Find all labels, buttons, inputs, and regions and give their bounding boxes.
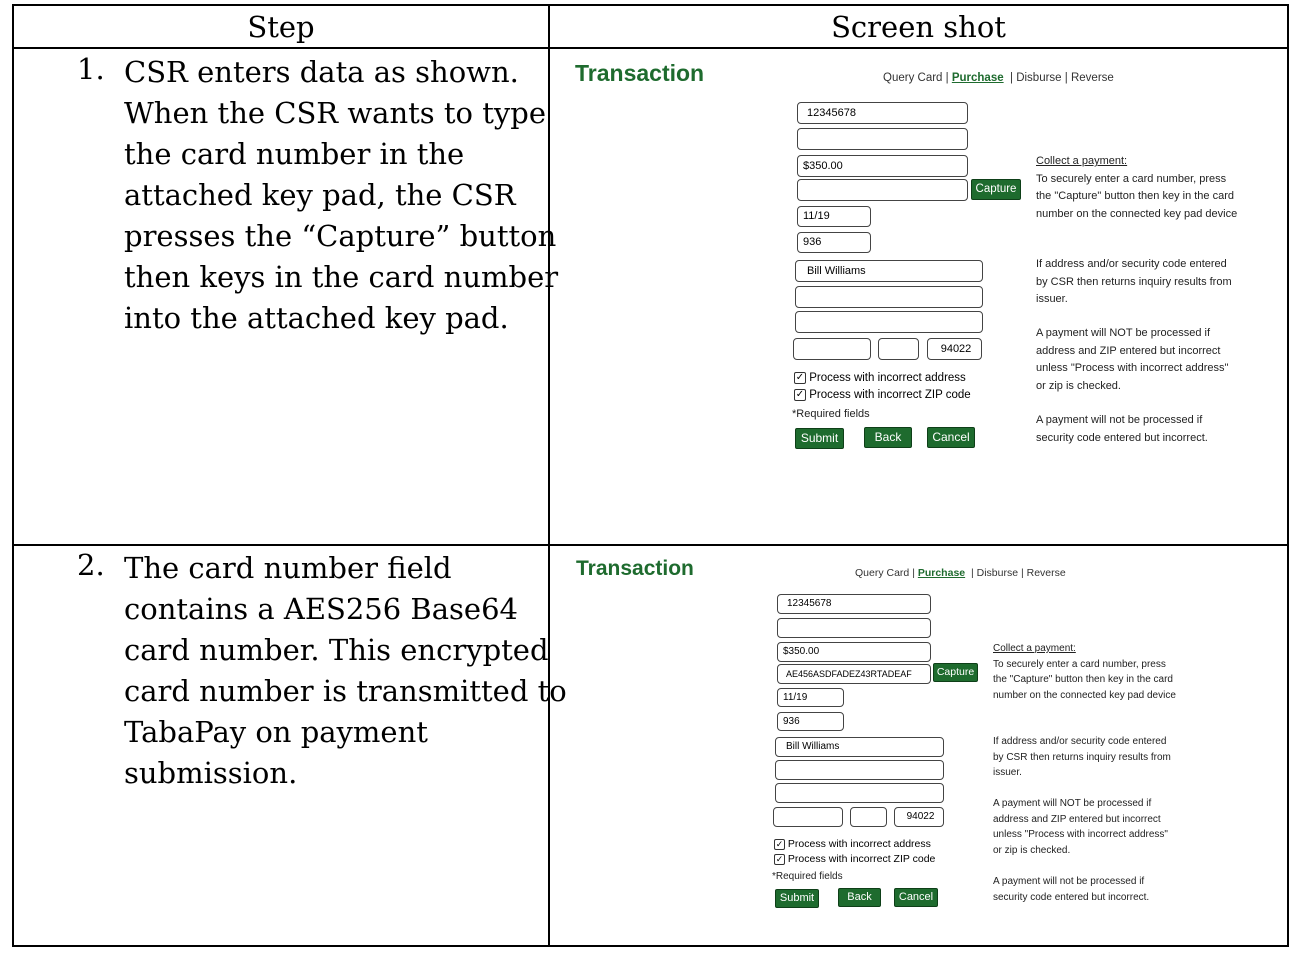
zip-input[interactable]: 94022 bbox=[927, 338, 982, 360]
nav-disburse[interactable]: Disburse bbox=[1016, 72, 1062, 84]
process-incorrect-address-checkbox[interactable] bbox=[794, 372, 966, 384]
step-1-number: 1. bbox=[77, 52, 105, 86]
note-line: issuer. bbox=[993, 767, 1022, 778]
note-line: unless "Process with incorrect address" bbox=[993, 829, 1168, 840]
note-line: number on the connected key pad device bbox=[1036, 207, 1238, 220]
step-1-line: into the attached key pad. bbox=[124, 301, 509, 335]
card-holder-name-input[interactable]: Bill Williams bbox=[795, 260, 983, 282]
reference-id-input[interactable]: 12345678 bbox=[797, 102, 968, 124]
step-1-line: CSR enters data as shown. bbox=[124, 55, 519, 89]
checkbox-checked-icon: ✓ bbox=[775, 853, 784, 864]
inquiry-note bbox=[1036, 256, 1232, 309]
checkbox-label: Process with incorrect ZIP code bbox=[787, 853, 936, 865]
street-address-input[interactable] bbox=[795, 286, 983, 308]
street-address-2-input[interactable] bbox=[795, 311, 983, 333]
cancel-button[interactable]: Cancel bbox=[894, 888, 938, 907]
city-input[interactable] bbox=[773, 807, 843, 827]
security-code-input[interactable]: 936 bbox=[797, 232, 871, 253]
process-incorrect-zip-checkbox[interactable] bbox=[774, 853, 935, 865]
checkbox-label: Process with incorrect address bbox=[809, 372, 966, 385]
back-button[interactable]: Back bbox=[838, 888, 881, 907]
note-line: or zip is checked. bbox=[993, 844, 1071, 856]
note-line: number on the connected key pad device bbox=[993, 689, 1176, 701]
note-line: by CSR then returns inquiry results from bbox=[993, 751, 1171, 763]
reference-id-input[interactable]: 12345678 bbox=[777, 594, 931, 614]
note-line: A payment will not be processed if bbox=[993, 876, 1145, 887]
collect-payment-note bbox=[993, 641, 1176, 703]
transaction-title: Transaction bbox=[576, 557, 694, 580]
nav-reverse[interactable]: Reverse bbox=[1026, 567, 1066, 579]
card-number-input[interactable]: AE456ASDFADEZ43RTADEAF bbox=[777, 664, 931, 684]
transaction-title: Transaction bbox=[575, 60, 705, 86]
process-incorrect-zip-checkbox[interactable] bbox=[794, 389, 971, 401]
step-1-line: the card number in the bbox=[124, 137, 465, 171]
step-2-line: TabaPay on payment bbox=[124, 715, 428, 749]
step-2-text bbox=[124, 548, 567, 794]
process-incorrect-address-checkbox[interactable] bbox=[774, 838, 931, 850]
step-2-line: contains a AES256 Base64 bbox=[124, 592, 518, 626]
nav-reverse[interactable]: Reverse bbox=[1070, 72, 1114, 84]
table-border-bottom bbox=[12, 945, 1289, 947]
nav-purchase[interactable]: Purchase bbox=[917, 567, 966, 579]
note-line: security code entered but incorrect. bbox=[1036, 431, 1208, 444]
collect-payment-note bbox=[1036, 153, 1237, 223]
expiration-date-input[interactable]: 11/19 bbox=[777, 688, 844, 707]
checkbox-label: Process with incorrect address bbox=[787, 838, 931, 850]
card-holder-name-input[interactable]: Bill Williams bbox=[775, 737, 944, 757]
zip-input[interactable]: 94022 bbox=[894, 807, 944, 827]
note-line: address and ZIP entered but incorrect bbox=[1036, 344, 1221, 357]
card-number-input[interactable] bbox=[797, 179, 968, 201]
table-border-right bbox=[1287, 4, 1289, 947]
submit-button[interactable]: Submit bbox=[775, 889, 819, 908]
memo-input[interactable] bbox=[777, 618, 931, 638]
note-line: by CSR then returns inquiry results from bbox=[1036, 275, 1232, 288]
state-input[interactable] bbox=[850, 807, 887, 827]
note-line: or zip is checked. bbox=[1036, 379, 1121, 392]
transaction-nav: Query Card | Purchase | Disburse | Reverse bbox=[855, 567, 1066, 579]
checkbox-label: Process with incorrect ZIP code bbox=[809, 389, 971, 402]
checkbox-checked-icon: ✓ bbox=[795, 389, 805, 400]
security-code-note bbox=[993, 874, 1149, 905]
checkbox-checked-icon: ✓ bbox=[795, 372, 805, 383]
nav-purchase[interactable]: Purchase bbox=[951, 72, 1004, 84]
street-address-2-input[interactable] bbox=[775, 783, 944, 803]
note-line: If address and/or security code entered bbox=[993, 736, 1167, 747]
step-2-line: card number is transmitted to bbox=[124, 674, 567, 708]
step-1-text bbox=[124, 52, 558, 339]
nav-query-card[interactable]: Query Card bbox=[855, 567, 910, 579]
note-line: If address and/or security code entered bbox=[1036, 258, 1227, 270]
note-line: A payment will NOT be processed if bbox=[993, 798, 1152, 809]
not-processed-note bbox=[993, 796, 1168, 858]
header-screenshot: Screen shot bbox=[831, 10, 1006, 44]
transaction-nav: Query Card | Purchase | Disburse | Reverse bbox=[883, 72, 1114, 84]
table-border-row bbox=[12, 544, 1289, 546]
nav-query-card[interactable]: Query Card bbox=[883, 72, 943, 84]
capture-button[interactable]: Capture bbox=[971, 179, 1021, 200]
amount-input[interactable]: $350.00 bbox=[777, 642, 931, 662]
step-1-line: then keys in the card number bbox=[124, 260, 559, 294]
step-2-line: submission. bbox=[124, 756, 298, 790]
street-address-input[interactable] bbox=[775, 760, 944, 780]
submit-button[interactable]: Submit bbox=[795, 428, 844, 449]
expiration-date-input[interactable]: 11/19 bbox=[797, 206, 871, 227]
not-processed-note bbox=[1036, 325, 1228, 395]
note-line: To securely enter a card number, press bbox=[993, 658, 1166, 670]
note-line: the "Capture" button then key in the card bbox=[993, 674, 1173, 685]
note-line: To securely enter a card number, press bbox=[1036, 172, 1227, 185]
step-2-line: The card number field bbox=[124, 551, 452, 585]
note-line: A payment will not be processed if bbox=[1036, 414, 1203, 426]
security-code-note bbox=[1036, 412, 1208, 447]
checkbox-checked-icon: ✓ bbox=[775, 838, 784, 849]
required-fields-note: *Required fields bbox=[772, 871, 843, 882]
note-line: A payment will NOT be processed if bbox=[1036, 327, 1211, 339]
state-input[interactable] bbox=[878, 338, 919, 360]
required-fields-note: *Required fields bbox=[792, 408, 870, 420]
memo-input[interactable] bbox=[797, 128, 968, 150]
capture-button[interactable]: Capture bbox=[933, 663, 978, 682]
nav-disburse[interactable]: Disburse bbox=[976, 567, 1019, 579]
collect-payment-title: Collect a payment: bbox=[993, 643, 1076, 654]
city-input[interactable] bbox=[793, 338, 871, 360]
note-line: unless "Process with incorrect address" bbox=[1036, 362, 1229, 374]
table-border-left bbox=[12, 4, 14, 947]
header-step: Step bbox=[247, 10, 315, 44]
note-line: security code entered but incorrect. bbox=[993, 891, 1150, 903]
collect-payment-title: Collect a payment: bbox=[1036, 155, 1128, 167]
note-line: address and ZIP entered but incorrect bbox=[993, 813, 1161, 825]
step-1-line: attached key pad, the CSR bbox=[124, 178, 516, 212]
back-button[interactable]: Back bbox=[864, 427, 912, 448]
step-1-line: presses the “Capture” button bbox=[124, 219, 557, 253]
security-code-input[interactable]: 936 bbox=[777, 712, 844, 731]
step-1-line: When the CSR wants to type bbox=[124, 96, 547, 130]
step-2-line: card number. This encrypted bbox=[124, 633, 549, 667]
note-line: issuer. bbox=[1036, 293, 1068, 305]
inquiry-note bbox=[993, 734, 1171, 781]
note-line: the "Capture" button then key in the card bbox=[1036, 190, 1234, 202]
amount-input[interactable]: $350.00 bbox=[797, 155, 968, 177]
step-2-number: 2. bbox=[77, 548, 105, 582]
cancel-button[interactable]: Cancel bbox=[927, 427, 975, 448]
